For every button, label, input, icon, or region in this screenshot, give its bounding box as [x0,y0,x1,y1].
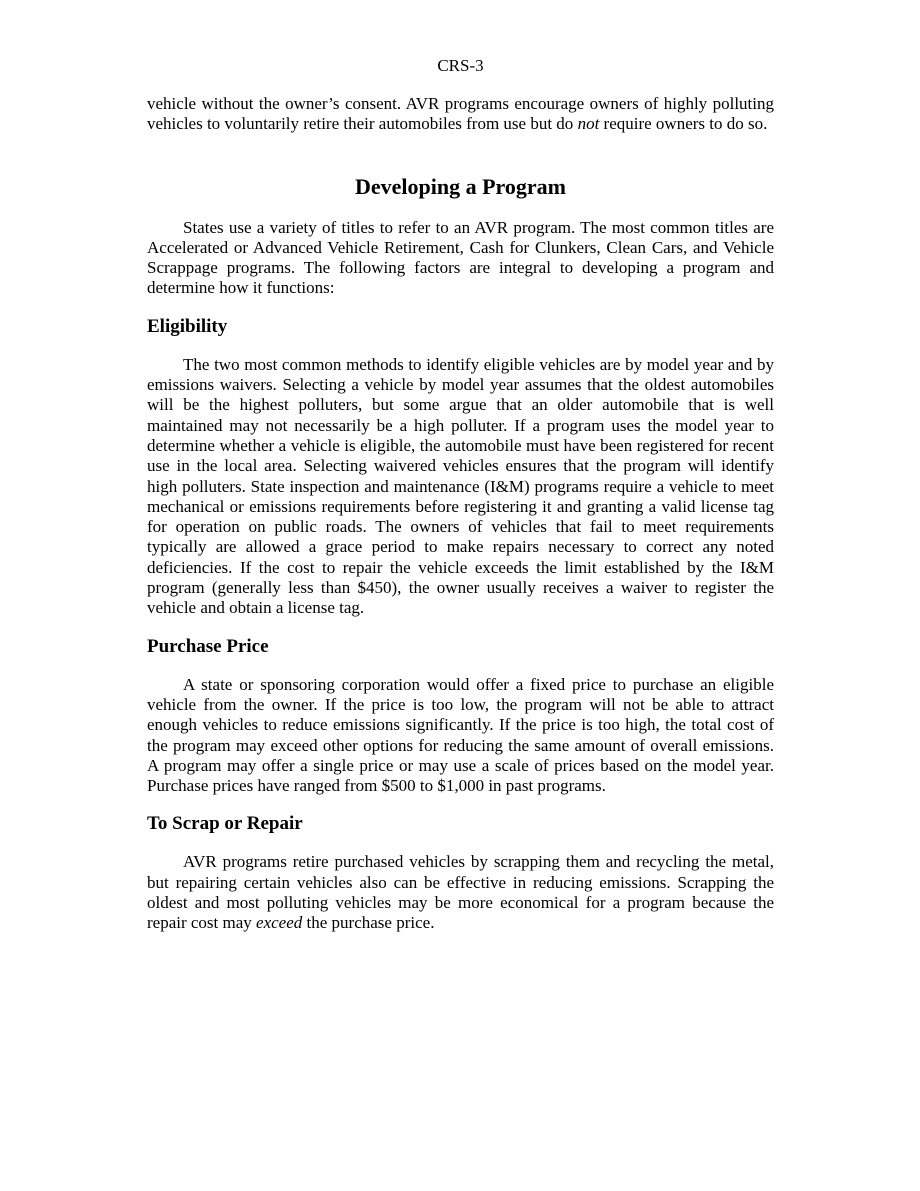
scrap-text-end: the purchase price. [302,913,435,933]
purchase-price-heading: Purchase Price [147,635,269,657]
eligibility-paragraph: The two most common methods to identify eligible vehicles are by model year and by emissions waivers. Selecting a vehicle by model year assumes that the oldest automobiles will be the highest polluters, but some argue that an older automobile that is well maintained may not necessarily be a high polluter. If a program uses the model year to determine whether a vehicle is eligible, the automobile must have been registered for recent use in the local area. Selecting waivered vehicles ensures that the program will identify high polluters. State inspection and maintenance (I&M) programs require a vehicle to meet mechanical or emissions requirements before registering it and granting a valid license tag for operation on public roads. The owners of vehicles that fail to meet requirements typically are allowed a grace period to make repairs necessary to correct any noted deficiencies. If the cost to repair the vehicle exceeds the limit established by the I&M program (generally less than $450), the owner usually receives a waiver to register the vehicle and obtain a license tag. [147,354,774,618]
scrap-or-repair-heading: To Scrap or Repair [147,813,303,835]
page-header: CRS-3 [437,56,484,75]
intro-text-start: vehicle without the owner’s consent. AVR programs encourage owners of highly polluting vehicles to voluntarily retire their automobiles from use but do [147,94,774,134]
intro-paragraph [147,94,774,135]
scrap-or-repair-paragraph [147,852,774,933]
scrap-text-start: AVR programs retire purchased vehicles by scrapping them and recycling the metal, but repairing certain vehicles also can be effective in reducing emissions. Scrapping the oldest and most polluting vehicles may be more economical for a program because the repair cost may [147,852,774,933]
document-page [147,55,774,934]
section-title: Developing a Program [354,173,566,199]
purchase-price-paragraph: A state or sponsoring corporation would offer a fixed price to purchase an eligible vehicle from the owner. If the price is too low, the program will not be able to attract enough vehicles to reduce emissions significantly. If the price is too high, the total cost of the program may exceed other options for reducing the same amount of overall emissions. A program may offer a single price or may use a scale of prices based on the model year. Purchase prices have ranged from $500 to $1,000 in past programs. [147,674,774,796]
eligibility-heading: Eligibility [147,315,228,337]
intro-emphasis: not [577,114,600,134]
intro-text-end: require owners to do so. [599,114,768,134]
scrap-emphasis: exceed [256,913,303,933]
section-paragraph: States use a variety of titles to refer to an AVR program. The most common titles are Accelerated or Advanced Vehicle Retirement, Cash for Clunkers, Clean Cars, and Vehicle Scrappage programs. The following factors are integral to developing a program and determine how it functions: [147,217,774,298]
